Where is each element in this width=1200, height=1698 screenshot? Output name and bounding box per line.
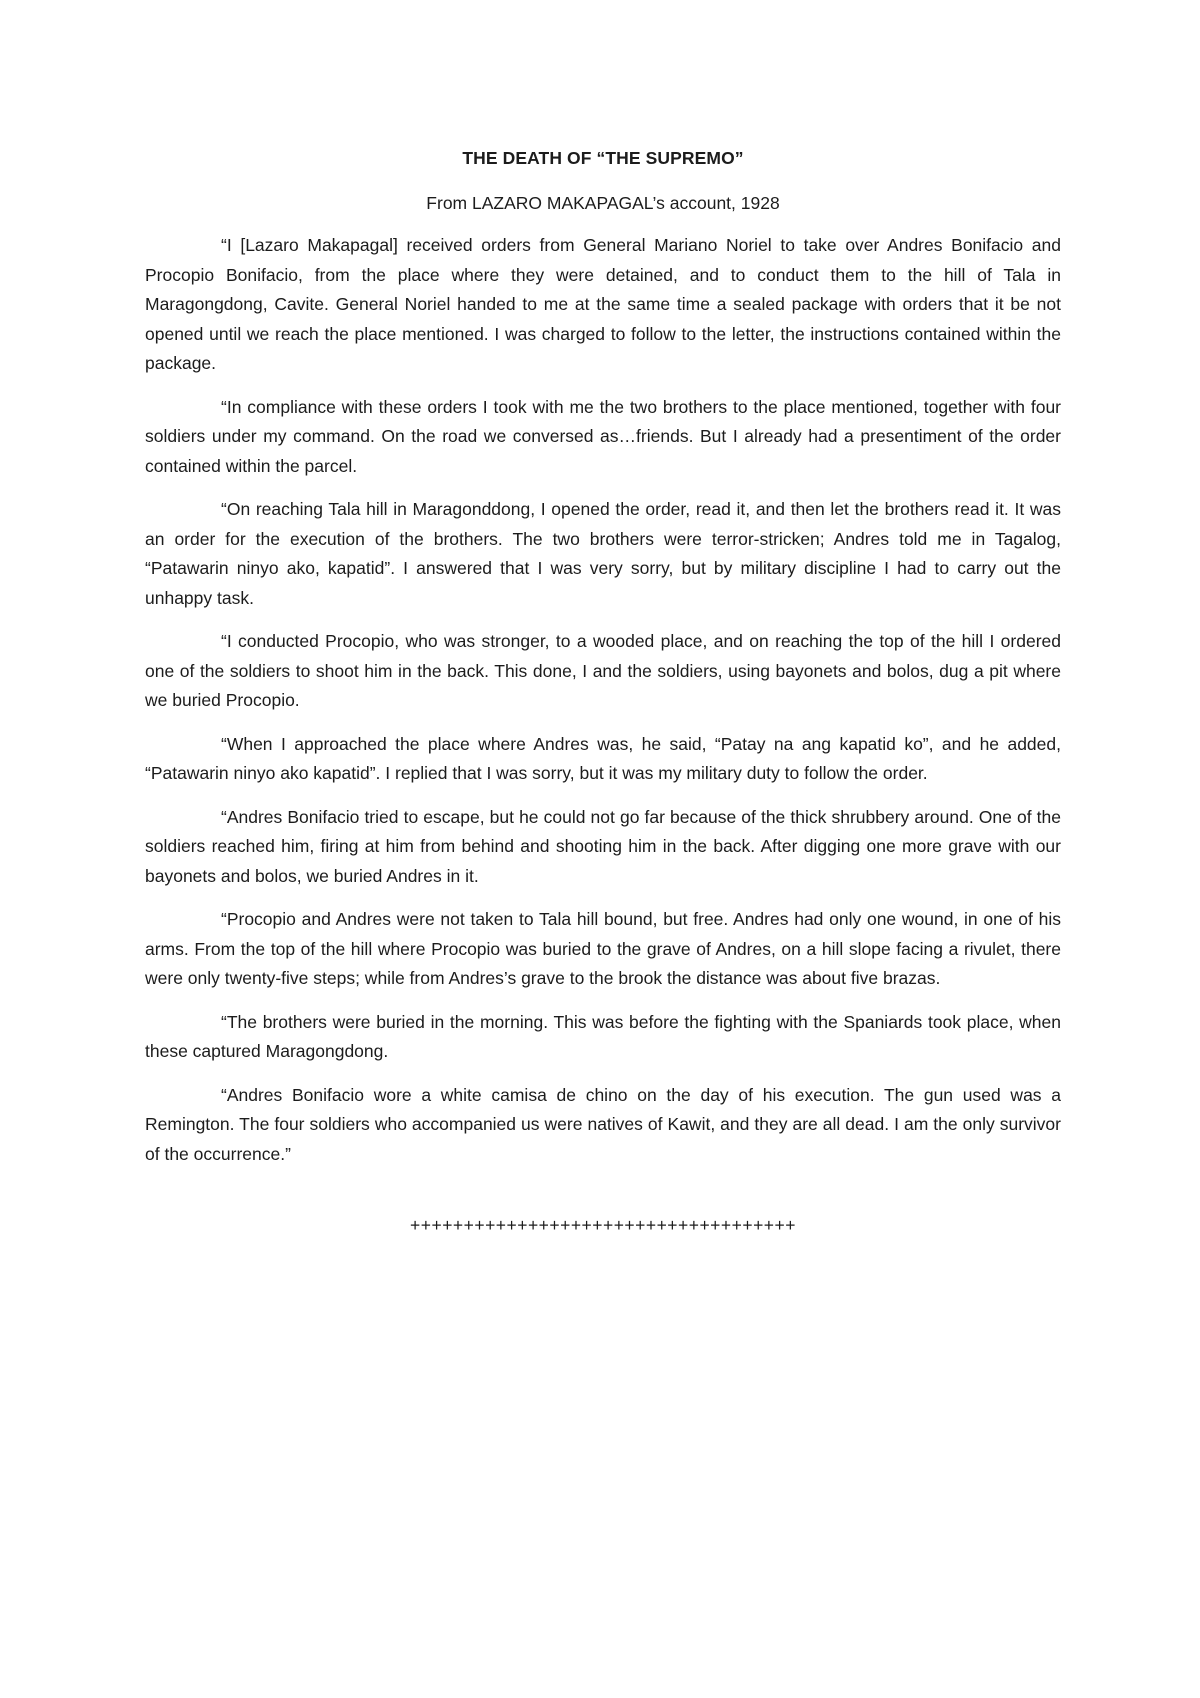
document-title: THE DEATH OF “THE SUPREMO” — [462, 148, 744, 168]
paragraph: “On reaching Tala hill in Maragonddong, I opened the order, read it, and then let the brothers read it. It was an order for the execution of the brothers. The two brothers were terror-stricken; Andres told me in Tagalog, “Patawarin ninyo ako, kapatid”. I answered that I was very sorry, but by military discipline I had to carry out the unhappy task. — [145, 499, 1061, 608]
paragraph: “Andres Bonifacio tried to escape, but he could not go far because of the thick shrubbery around. One of the soldiers reached him, firing at him from behind and shooting him in the back. After digging one more grave with our bayonets and bolos, we buried Andres in it. — [145, 806, 1061, 886]
paragraph: “I [Lazaro Makapagal] received orders from General Mariano Noriel to take over Andres Bonifacio and Procopio Bonifacio, from the place where they were detained, and to conduct them to the hill of Tala in Maragongdong, Cavite. General Noriel handed to me at the same time a sealed package with orders that it be not opened until we reach the place mentioned. I was charged to follow to the letter, the instructions contained within the package. — [145, 235, 1061, 373]
paragraph: “Procopio and Andres were not taken to Tala hill bound, but free. Andres had only one wound, in one of his arms. From the top of the hill where Procopio was buried to the grave of Andres, on a hill slope facing a rivulet, there were only twenty-five steps; while from Andres’s grave to the brook the distance was about five brazas. — [145, 909, 1061, 988]
document-subtitle: From LAZARO MAKAPAGAL’s account, 1928 — [426, 192, 780, 213]
document-body — [145, 144, 1061, 1241]
paragraph: “Andres Bonifacio wore a white camisa de chino on the day of his execution. The gun used was a Remington. The four soldiers who accompanied us were natives of Kawit, and they are all dead. I am the only survivor of the occurrence.” — [145, 1084, 1061, 1164]
paragraph: “When I approached the place where Andres was, he said, “Patay na ang kapatid ko”, and he added, “Patawarin ninyo ako kapatid”. I replied that I was sorry, but it was my military duty to follow the order. — [145, 733, 1061, 783]
paragraph: “I conducted Procopio, who was stronger, to a wooded place, and on reaching the top of the hill I ordered one of the soldiers to shoot him in the back. This done, I and the soldiers, using bayonets and bolos, dug a pit where we buried Procopio. — [145, 631, 1061, 710]
paragraph: “In compliance with these orders I took with me the two brothers to the place mentioned, together with four soldiers under my command. On the road we conversed as…friends. But I already had a presentiment of the order contained within the parcel. — [145, 396, 1061, 476]
paragraph: “The brothers were buried in the morning. This was before the fighting with the Spaniards took place, when these captured Maragongdong. — [145, 1011, 1061, 1061]
section-divider: ++++++++++++++++++++++++++++++++++++ — [410, 1215, 796, 1235]
